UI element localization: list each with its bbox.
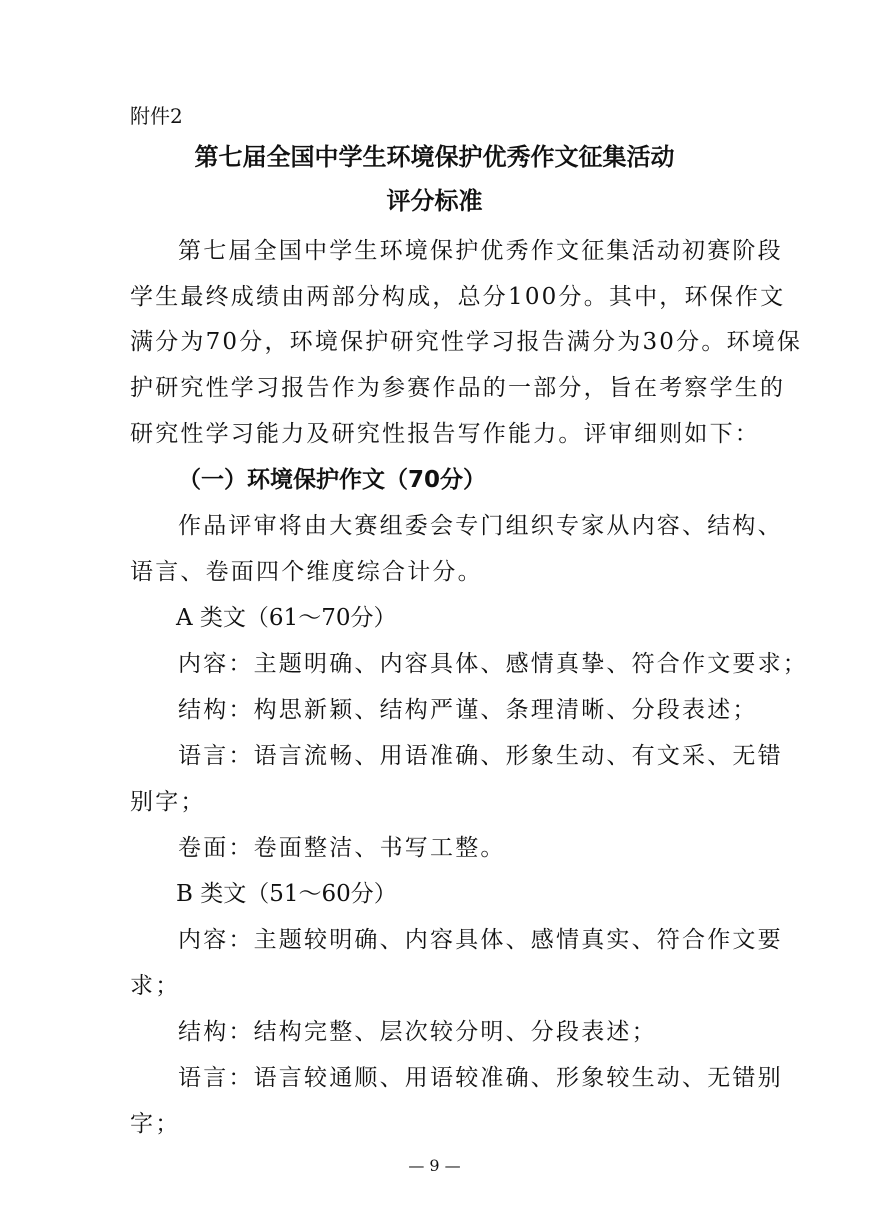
grade-b-structure: 结构：结构完整、层次较分明、分段表述； (178, 1019, 657, 1045)
intro-line-3: 满分为70分，环境保护研究性学习报告满分为30分。环境保 (130, 329, 803, 355)
document-title: 第七届全国中学生环境保护优秀作文征集活动 (194, 143, 675, 171)
page-number: — 9 — (408, 1156, 461, 1175)
grade-a-label: A 类文（61～70分） (176, 605, 397, 631)
section-intro-line-1: 作品评审将由大赛组委会专门组织专家从内容、结构、 (178, 513, 783, 539)
grade-b-label: B 类文（51～60分） (176, 881, 397, 907)
grade-a-language-1: 语言：语言流畅、用语准确、形象生动、有文采、无错 (178, 743, 783, 769)
intro-line-4: 护研究性学习报告作为参赛作品的一部分，旨在考察学生的 (130, 375, 786, 401)
grade-b-language-1: 语言：语言较通顺、用语较准确、形象较生动、无错别 (178, 1065, 783, 1091)
grade-b-content-1: 内容：主题较明确、内容具体、感情真实、符合作文要 (178, 927, 783, 953)
grade-a-layout: 卷面：卷面整洁、书写工整。 (178, 835, 506, 861)
intro-line-2: 学生最终成绩由两部分构成，总分100分。其中，环保作文 (130, 284, 786, 310)
intro-line-1: 第七届全国中学生环境保护优秀作文征集活动初赛阶段 (178, 238, 783, 264)
section-intro-line-2: 语言、卷面四个维度综合计分。 (130, 559, 483, 585)
intro-line-5: 研究性学习能力及研究性报告写作能力。评审细则如下： (130, 421, 760, 447)
grade-b-language-2: 字； (130, 1111, 181, 1137)
document-subtitle: 评分标准 (386, 187, 483, 215)
attachment-label: 附件2 (130, 104, 183, 128)
section-heading: （一）环境保护作文（70分） (178, 467, 487, 493)
grade-a-language-2: 别字； (130, 789, 206, 815)
grade-a-content: 内容：主题明确、内容具体、感情真挚、符合作文要求； (178, 651, 808, 677)
grade-a-structure: 结构：构思新颖、结构严谨、条理清晰、分段表述； (178, 697, 758, 723)
grade-b-content-2: 求； (130, 973, 181, 999)
